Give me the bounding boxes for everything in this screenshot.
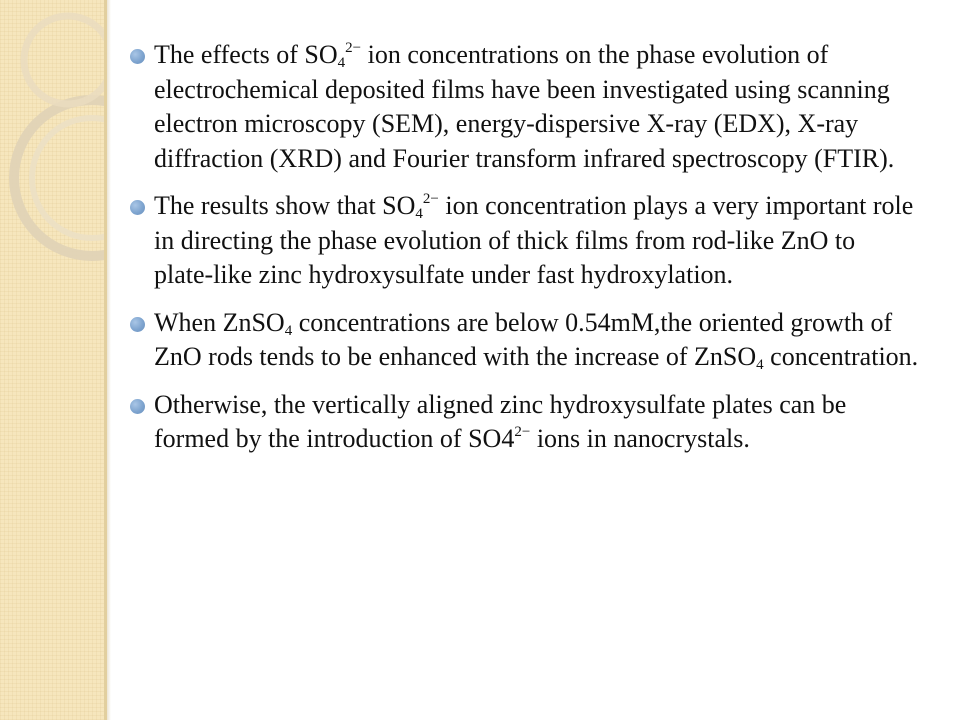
text-segment: concentration. bbox=[763, 342, 919, 371]
bullet-item-2 bbox=[130, 189, 920, 293]
slide-content bbox=[130, 38, 920, 470]
subscript-segment: 4 bbox=[337, 55, 346, 71]
text-segment: The effects of SO bbox=[154, 40, 338, 69]
bullet-text bbox=[154, 189, 920, 293]
superscript-segment: 2− bbox=[345, 40, 362, 56]
bullet-item-1 bbox=[130, 38, 920, 176]
subscript-segment: 4 bbox=[284, 322, 293, 339]
text-segment: ions in nanocrystals. bbox=[530, 424, 750, 453]
bullet-dot-icon bbox=[130, 49, 145, 64]
text-segment: concentrations are below 0.54mM,the oriented growth of ZnO rods tends to be enhanced with the increase of ZnSO bbox=[154, 307, 893, 371]
bullet-dot-icon bbox=[130, 399, 145, 414]
bullet-item-4 bbox=[130, 388, 920, 457]
text-segment: ion concentrations on the phase evolution of electrochemical deposited films have been investigated using scanning electron microscopy (SEM), energy-dispersive X-ray (EDX), X-ray diffraction (XRD) and Fourier transform infrared spectroscopy (FTIR). bbox=[154, 40, 895, 173]
text-segment: The results show that SO bbox=[154, 191, 416, 220]
decorative-side-band bbox=[0, 0, 104, 720]
bullet-dot-icon bbox=[130, 200, 145, 215]
bullet-text bbox=[154, 388, 920, 457]
text-segment: When ZnSO bbox=[154, 307, 285, 337]
bullet-item-3 bbox=[130, 306, 920, 375]
superscript-segment: 2− bbox=[422, 191, 439, 207]
text-segment: ion concentration plays a very important role in directing the phase evolution of thick films from rod-like ZnO to plate-like zinc hydroxysulfate under fast hydroxylation. bbox=[154, 191, 914, 289]
subscript-segment: 4 bbox=[415, 206, 423, 222]
bullet-text bbox=[154, 38, 920, 176]
decorative-ring-icon bbox=[0, 0, 104, 300]
bullet-text bbox=[154, 306, 920, 375]
text-segment: Otherwise, the vertically aligned zinc hydroxysulfate plates can be formed by the introduction of SO4 bbox=[154, 389, 847, 453]
side-band-shadow bbox=[107, 0, 111, 720]
bullet-dot-icon bbox=[130, 317, 145, 332]
superscript-segment: 2− bbox=[514, 424, 531, 440]
subscript-segment: 4 bbox=[756, 357, 764, 373]
